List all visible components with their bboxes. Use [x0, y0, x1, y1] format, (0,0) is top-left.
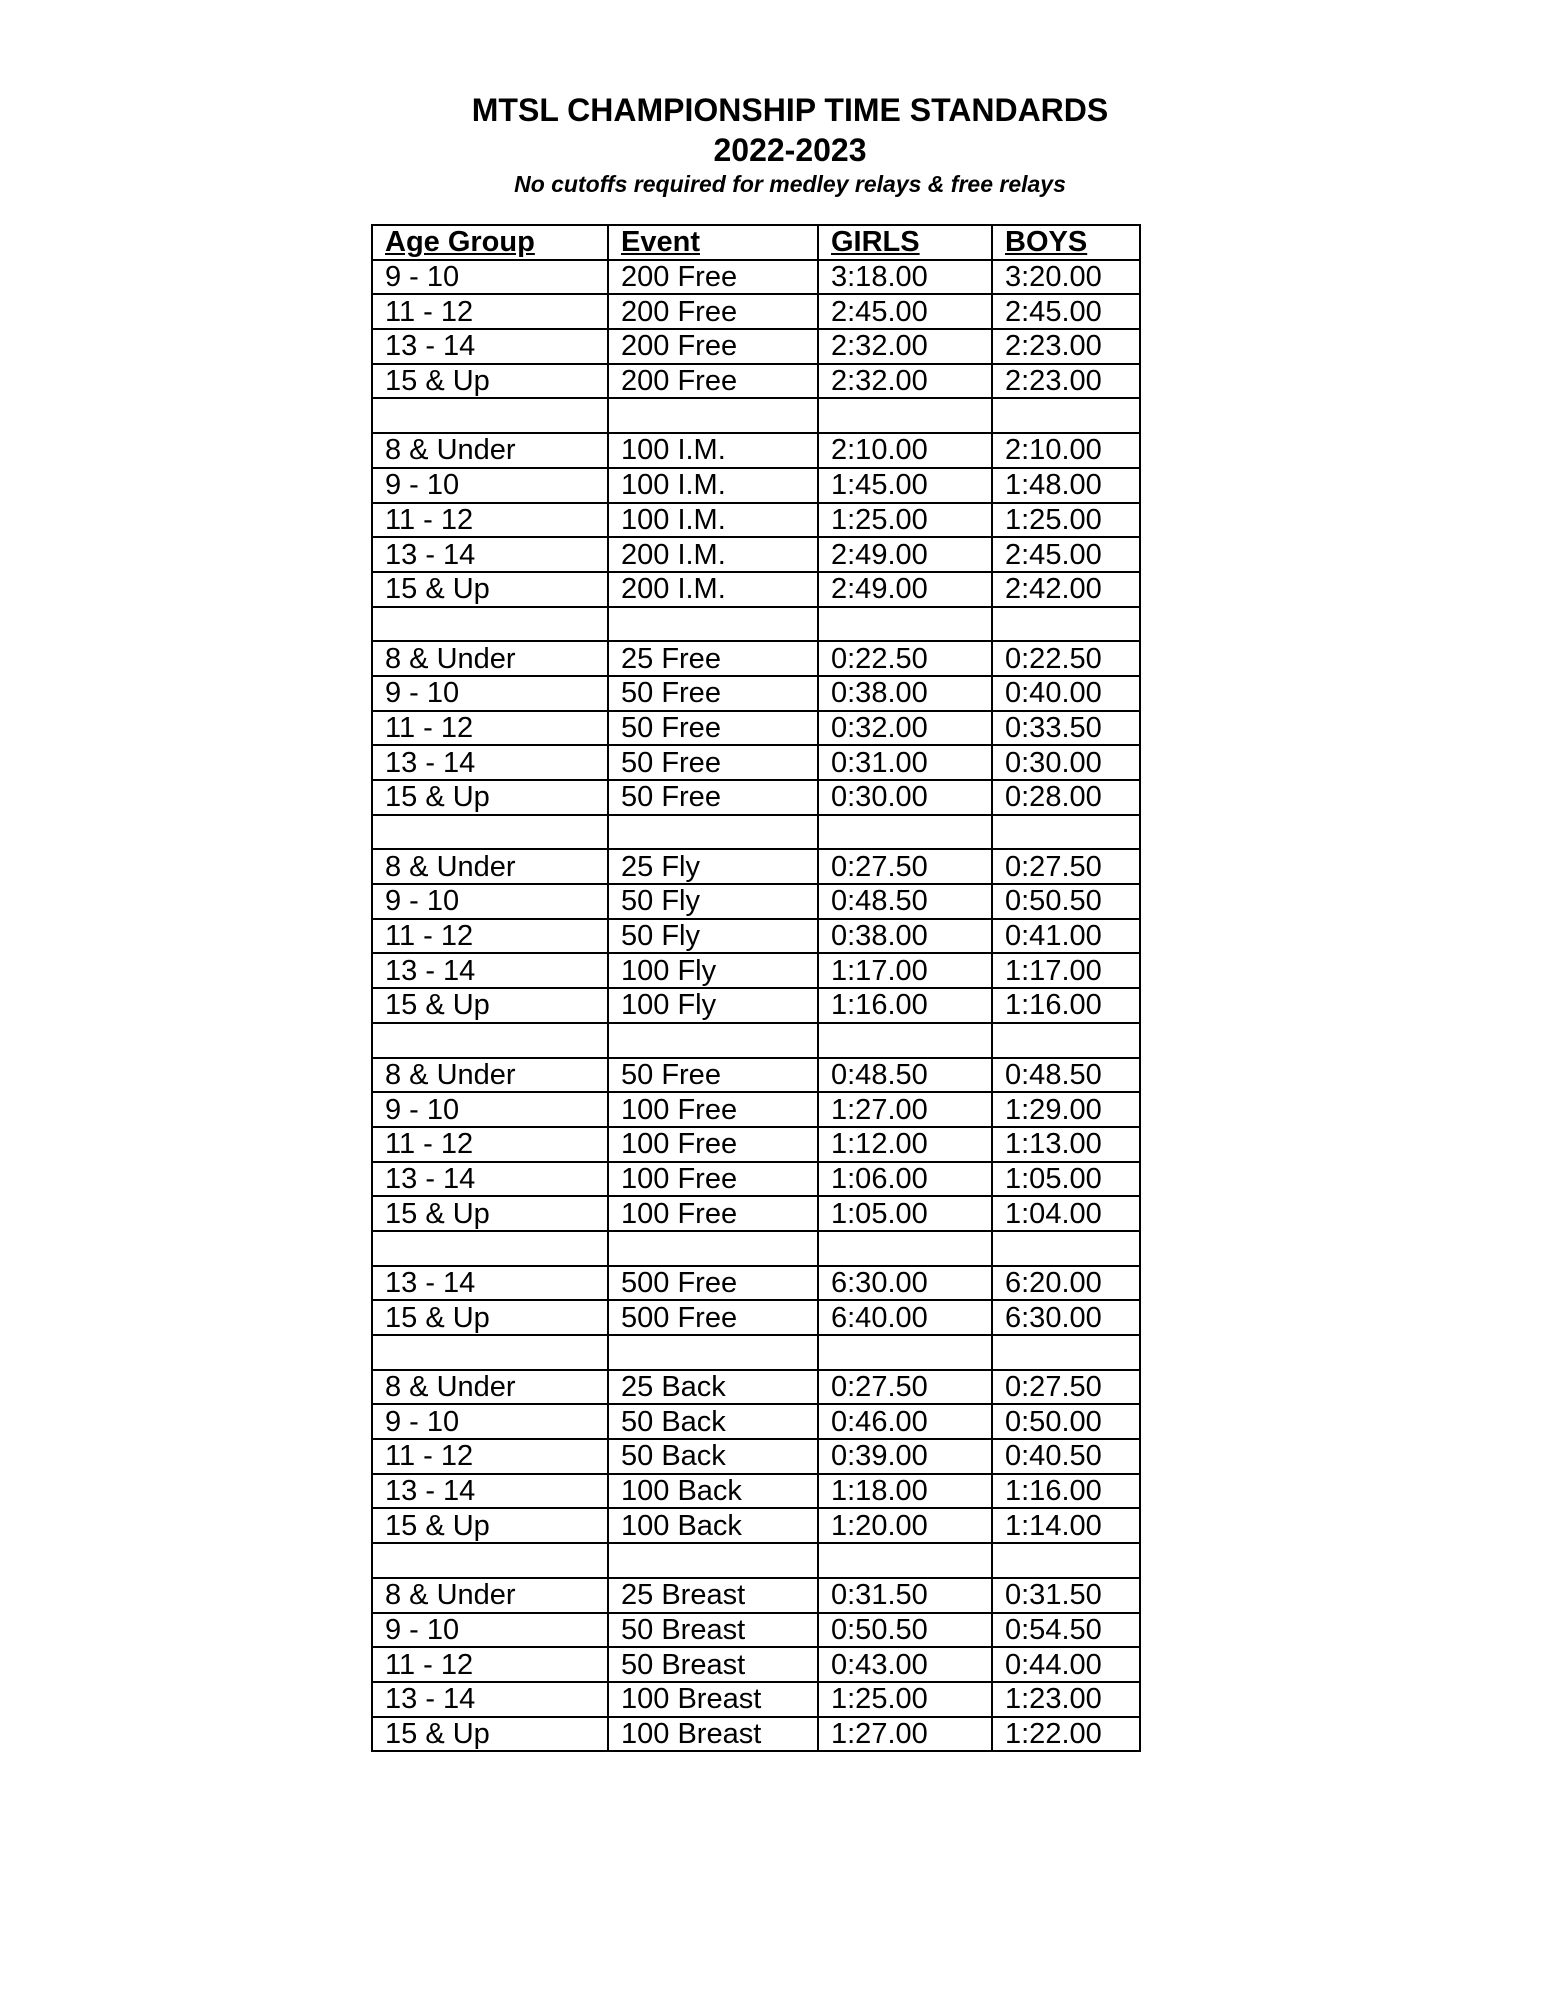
- girls-time-cell: [818, 1023, 992, 1058]
- event-cell: 200 Free: [608, 294, 818, 329]
- boys-time-cell: 0:22.50: [992, 641, 1140, 676]
- boys-time-cell: [992, 398, 1140, 433]
- age-group-cell: [372, 1023, 608, 1058]
- boys-time-cell: [992, 1543, 1140, 1578]
- boys-time-cell: 2:45.00: [992, 294, 1140, 329]
- girls-time-cell: 2:49.00: [818, 572, 992, 607]
- age-group-cell: 15 & Up: [372, 364, 608, 399]
- table-row: [372, 364, 1140, 399]
- girls-time-cell: 0:30.00: [818, 780, 992, 815]
- table-row: [372, 1647, 1140, 1682]
- age-group-cell: 11 - 12: [372, 1647, 608, 1682]
- age-group-cell: 11 - 12: [372, 294, 608, 329]
- column-header-event: Event: [608, 225, 818, 260]
- age-group-cell: 9 - 10: [372, 260, 608, 295]
- table-row: [372, 1682, 1140, 1717]
- event-cell: 50 Back: [608, 1404, 818, 1439]
- boys-time-cell: 0:40.50: [992, 1439, 1140, 1474]
- event-cell: [608, 1543, 818, 1578]
- event-cell: 50 Free: [608, 780, 818, 815]
- event-cell: 200 Free: [608, 329, 818, 364]
- girls-time-cell: 2:45.00: [818, 294, 992, 329]
- boys-time-cell: [992, 1335, 1140, 1370]
- girls-time-cell: 0:31.50: [818, 1578, 992, 1613]
- girls-time-cell: 1:45.00: [818, 468, 992, 503]
- boys-time-cell: [992, 1023, 1140, 1058]
- age-group-cell: 8 & Under: [372, 1370, 608, 1405]
- girls-time-cell: 3:18.00: [818, 260, 992, 295]
- age-group-cell: 15 & Up: [372, 1717, 608, 1752]
- age-group-cell: 9 - 10: [372, 1613, 608, 1648]
- event-cell: 200 Free: [608, 364, 818, 399]
- table-row: [372, 1370, 1140, 1405]
- event-cell: 500 Free: [608, 1266, 818, 1301]
- table-row: [372, 641, 1140, 676]
- table-row: [372, 1300, 1140, 1335]
- age-group-cell: [372, 1335, 608, 1370]
- age-group-cell: 15 & Up: [372, 1196, 608, 1231]
- boys-time-cell: 0:30.00: [992, 745, 1140, 780]
- age-group-cell: [372, 1231, 608, 1266]
- boys-time-cell: 1:04.00: [992, 1196, 1140, 1231]
- event-cell: [608, 1231, 818, 1266]
- girls-time-cell: 1:17.00: [818, 953, 992, 988]
- girls-time-cell: 2:49.00: [818, 537, 992, 572]
- boys-time-cell: 2:42.00: [992, 572, 1140, 607]
- event-cell: 100 Free: [608, 1162, 818, 1197]
- girls-time-cell: 1:27.00: [818, 1717, 992, 1752]
- boys-time-cell: 0:50.50: [992, 884, 1140, 919]
- girls-time-cell: 6:30.00: [818, 1266, 992, 1301]
- age-group-cell: [372, 1543, 608, 1578]
- event-cell: 200 I.M.: [608, 537, 818, 572]
- table-row: [372, 468, 1140, 503]
- girls-time-cell: 0:32.00: [818, 711, 992, 746]
- girls-time-cell: 1:18.00: [818, 1474, 992, 1509]
- boys-time-cell: 0:41.00: [992, 919, 1140, 954]
- table-row: [372, 294, 1140, 329]
- event-cell: 50 Free: [608, 745, 818, 780]
- boys-time-cell: 2:23.00: [992, 364, 1140, 399]
- spacer-row: [372, 815, 1140, 850]
- girls-time-cell: 0:46.00: [818, 1404, 992, 1439]
- girls-time-cell: 2:10.00: [818, 433, 992, 468]
- table-row: [372, 1127, 1140, 1162]
- event-cell: 50 Free: [608, 676, 818, 711]
- girls-time-cell: 0:38.00: [818, 676, 992, 711]
- table-row: [372, 745, 1140, 780]
- boys-time-cell: [992, 815, 1140, 850]
- column-header-boys: BOYS: [992, 225, 1140, 260]
- girls-time-cell: 0:48.50: [818, 884, 992, 919]
- age-group-cell: 15 & Up: [372, 780, 608, 815]
- age-group-cell: 11 - 12: [372, 503, 608, 538]
- event-cell: 50 Free: [608, 711, 818, 746]
- table-row: [372, 780, 1140, 815]
- event-cell: 100 I.M.: [608, 468, 818, 503]
- event-cell: 100 Free: [608, 1196, 818, 1231]
- table-row: [372, 988, 1140, 1023]
- age-group-cell: 15 & Up: [372, 988, 608, 1023]
- boys-time-cell: 1:05.00: [992, 1162, 1140, 1197]
- age-group-cell: 11 - 12: [372, 1439, 608, 1474]
- event-cell: 50 Free: [608, 1058, 818, 1093]
- age-group-cell: 8 & Under: [372, 1578, 608, 1613]
- table-row: [372, 433, 1140, 468]
- boys-time-cell: 6:30.00: [992, 1300, 1140, 1335]
- boys-time-cell: 1:29.00: [992, 1092, 1140, 1127]
- age-group-cell: 13 - 14: [372, 537, 608, 572]
- table-row: [372, 1196, 1140, 1231]
- age-group-cell: 13 - 14: [372, 745, 608, 780]
- girls-time-cell: [818, 1543, 992, 1578]
- girls-time-cell: 0:38.00: [818, 919, 992, 954]
- table-body: [372, 260, 1140, 1752]
- column-header-age-group: Age Group: [372, 225, 608, 260]
- table-row: [372, 1508, 1140, 1543]
- table-row: [372, 1578, 1140, 1613]
- boys-time-cell: 1:14.00: [992, 1508, 1140, 1543]
- event-cell: 100 Fly: [608, 953, 818, 988]
- boys-time-cell: 0:27.50: [992, 849, 1140, 884]
- age-group-cell: 11 - 12: [372, 919, 608, 954]
- table-row: [372, 1092, 1140, 1127]
- girls-time-cell: 0:48.50: [818, 1058, 992, 1093]
- boys-time-cell: 1:23.00: [992, 1682, 1140, 1717]
- event-cell: [608, 607, 818, 642]
- age-group-cell: 13 - 14: [372, 953, 608, 988]
- age-group-cell: [372, 607, 608, 642]
- table-row: [372, 1439, 1140, 1474]
- spacer-row: [372, 1335, 1140, 1370]
- table-row: [372, 953, 1140, 988]
- age-group-cell: 11 - 12: [372, 711, 608, 746]
- event-cell: 100 Breast: [608, 1717, 818, 1752]
- spacer-row: [372, 1543, 1140, 1578]
- event-cell: 25 Back: [608, 1370, 818, 1405]
- table-row: [372, 1404, 1140, 1439]
- girls-time-cell: 0:31.00: [818, 745, 992, 780]
- age-group-cell: 9 - 10: [372, 1404, 608, 1439]
- age-group-cell: 15 & Up: [372, 1300, 608, 1335]
- boys-time-cell: 0:48.50: [992, 1058, 1140, 1093]
- boys-time-cell: 2:45.00: [992, 537, 1140, 572]
- table-row: [372, 537, 1140, 572]
- header-row: [372, 225, 1140, 260]
- girls-time-cell: [818, 1231, 992, 1266]
- event-cell: 25 Free: [608, 641, 818, 676]
- event-cell: 50 Breast: [608, 1613, 818, 1648]
- table-row: [372, 1613, 1140, 1648]
- girls-time-cell: [818, 1335, 992, 1370]
- table-row: [372, 676, 1140, 711]
- age-group-cell: 9 - 10: [372, 1092, 608, 1127]
- event-cell: 25 Fly: [608, 849, 818, 884]
- age-group-cell: 15 & Up: [372, 1508, 608, 1543]
- boys-time-cell: 0:28.00: [992, 780, 1140, 815]
- girls-time-cell: 1:20.00: [818, 1508, 992, 1543]
- age-group-cell: 13 - 14: [372, 329, 608, 364]
- boys-time-cell: 6:20.00: [992, 1266, 1140, 1301]
- table-row: [372, 919, 1140, 954]
- table-row: [372, 884, 1140, 919]
- boys-time-cell: 1:22.00: [992, 1717, 1140, 1752]
- girls-time-cell: 2:32.00: [818, 364, 992, 399]
- boys-time-cell: 0:31.50: [992, 1578, 1140, 1613]
- table-row: [372, 503, 1140, 538]
- boys-time-cell: 1:17.00: [992, 953, 1140, 988]
- girls-time-cell: 1:06.00: [818, 1162, 992, 1197]
- girls-time-cell: 0:22.50: [818, 641, 992, 676]
- girls-time-cell: 0:27.50: [818, 849, 992, 884]
- event-cell: 500 Free: [608, 1300, 818, 1335]
- age-group-cell: 9 - 10: [372, 884, 608, 919]
- page-title: MTSL CHAMPIONSHIP TIME STANDARDS: [471, 92, 1109, 128]
- girls-time-cell: 1:12.00: [818, 1127, 992, 1162]
- time-standards-table: [371, 224, 1141, 1752]
- event-cell: 100 Free: [608, 1127, 818, 1162]
- event-cell: 100 Fly: [608, 988, 818, 1023]
- table-row: [372, 260, 1140, 295]
- boys-time-cell: 1:48.00: [992, 468, 1140, 503]
- event-cell: 200 Free: [608, 260, 818, 295]
- relay-note: No cutoffs required for medley relays & free relays: [514, 171, 1066, 197]
- event-cell: 100 Breast: [608, 1682, 818, 1717]
- event-cell: 100 Back: [608, 1508, 818, 1543]
- girls-time-cell: 2:32.00: [818, 329, 992, 364]
- boys-time-cell: 0:40.00: [992, 676, 1140, 711]
- table-row: [372, 1058, 1140, 1093]
- boys-time-cell: 1:16.00: [992, 988, 1140, 1023]
- girls-time-cell: 0:50.50: [818, 1613, 992, 1648]
- table-row: [372, 711, 1140, 746]
- age-group-cell: 15 & Up: [372, 572, 608, 607]
- event-cell: 200 I.M.: [608, 572, 818, 607]
- girls-time-cell: 0:39.00: [818, 1439, 992, 1474]
- season-label: 2022-2023: [713, 132, 867, 168]
- boys-time-cell: 0:54.50: [992, 1613, 1140, 1648]
- event-cell: [608, 398, 818, 433]
- age-group-cell: 8 & Under: [372, 641, 608, 676]
- table-row: [372, 1474, 1140, 1509]
- age-group-cell: [372, 815, 608, 850]
- girls-time-cell: 1:16.00: [818, 988, 992, 1023]
- event-cell: 50 Fly: [608, 884, 818, 919]
- event-cell: 100 I.M.: [608, 433, 818, 468]
- girls-time-cell: 6:40.00: [818, 1300, 992, 1335]
- girls-time-cell: 1:25.00: [818, 503, 992, 538]
- spacer-row: [372, 1231, 1140, 1266]
- age-group-cell: 8 & Under: [372, 849, 608, 884]
- boys-time-cell: [992, 607, 1140, 642]
- age-group-cell: 13 - 14: [372, 1474, 608, 1509]
- boys-time-cell: 2:23.00: [992, 329, 1140, 364]
- boys-time-cell: 2:10.00: [992, 433, 1140, 468]
- event-cell: [608, 815, 818, 850]
- girls-time-cell: 1:05.00: [818, 1196, 992, 1231]
- event-cell: [608, 1335, 818, 1370]
- column-header-girls: GIRLS: [818, 225, 992, 260]
- age-group-cell: 8 & Under: [372, 1058, 608, 1093]
- event-cell: 100 Back: [608, 1474, 818, 1509]
- table-row: [372, 572, 1140, 607]
- event-cell: 50 Back: [608, 1439, 818, 1474]
- boys-time-cell: [992, 1231, 1140, 1266]
- age-group-cell: 9 - 10: [372, 676, 608, 711]
- age-group-cell: 13 - 14: [372, 1682, 608, 1717]
- girls-time-cell: 1:25.00: [818, 1682, 992, 1717]
- table-row: [372, 329, 1140, 364]
- age-group-cell: 8 & Under: [372, 433, 608, 468]
- girls-time-cell: 0:43.00: [818, 1647, 992, 1682]
- event-cell: 50 Fly: [608, 919, 818, 954]
- table-row: [372, 1266, 1140, 1301]
- boys-time-cell: 1:13.00: [992, 1127, 1140, 1162]
- girls-time-cell: [818, 398, 992, 433]
- spacer-row: [372, 1023, 1140, 1058]
- girls-time-cell: 1:27.00: [818, 1092, 992, 1127]
- boys-time-cell: 1:16.00: [992, 1474, 1140, 1509]
- boys-time-cell: 0:50.00: [992, 1404, 1140, 1439]
- table-row: [372, 1717, 1140, 1752]
- event-cell: 50 Breast: [608, 1647, 818, 1682]
- age-group-cell: 13 - 14: [372, 1266, 608, 1301]
- boys-time-cell: 1:25.00: [992, 503, 1140, 538]
- event-cell: 100 Free: [608, 1092, 818, 1127]
- event-cell: [608, 1023, 818, 1058]
- table-row: [372, 1162, 1140, 1197]
- event-cell: 25 Breast: [608, 1578, 818, 1613]
- age-group-cell: [372, 398, 608, 433]
- age-group-cell: 9 - 10: [372, 468, 608, 503]
- boys-time-cell: 0:33.50: [992, 711, 1140, 746]
- boys-time-cell: 3:20.00: [992, 260, 1140, 295]
- event-cell: 100 I.M.: [608, 503, 818, 538]
- spacer-row: [372, 607, 1140, 642]
- girls-time-cell: [818, 607, 992, 642]
- table-row: [372, 849, 1140, 884]
- girls-time-cell: [818, 815, 992, 850]
- age-group-cell: 13 - 14: [372, 1162, 608, 1197]
- boys-time-cell: 0:27.50: [992, 1370, 1140, 1405]
- age-group-cell: 11 - 12: [372, 1127, 608, 1162]
- girls-time-cell: 0:27.50: [818, 1370, 992, 1405]
- boys-time-cell: 0:44.00: [992, 1647, 1140, 1682]
- spacer-row: [372, 398, 1140, 433]
